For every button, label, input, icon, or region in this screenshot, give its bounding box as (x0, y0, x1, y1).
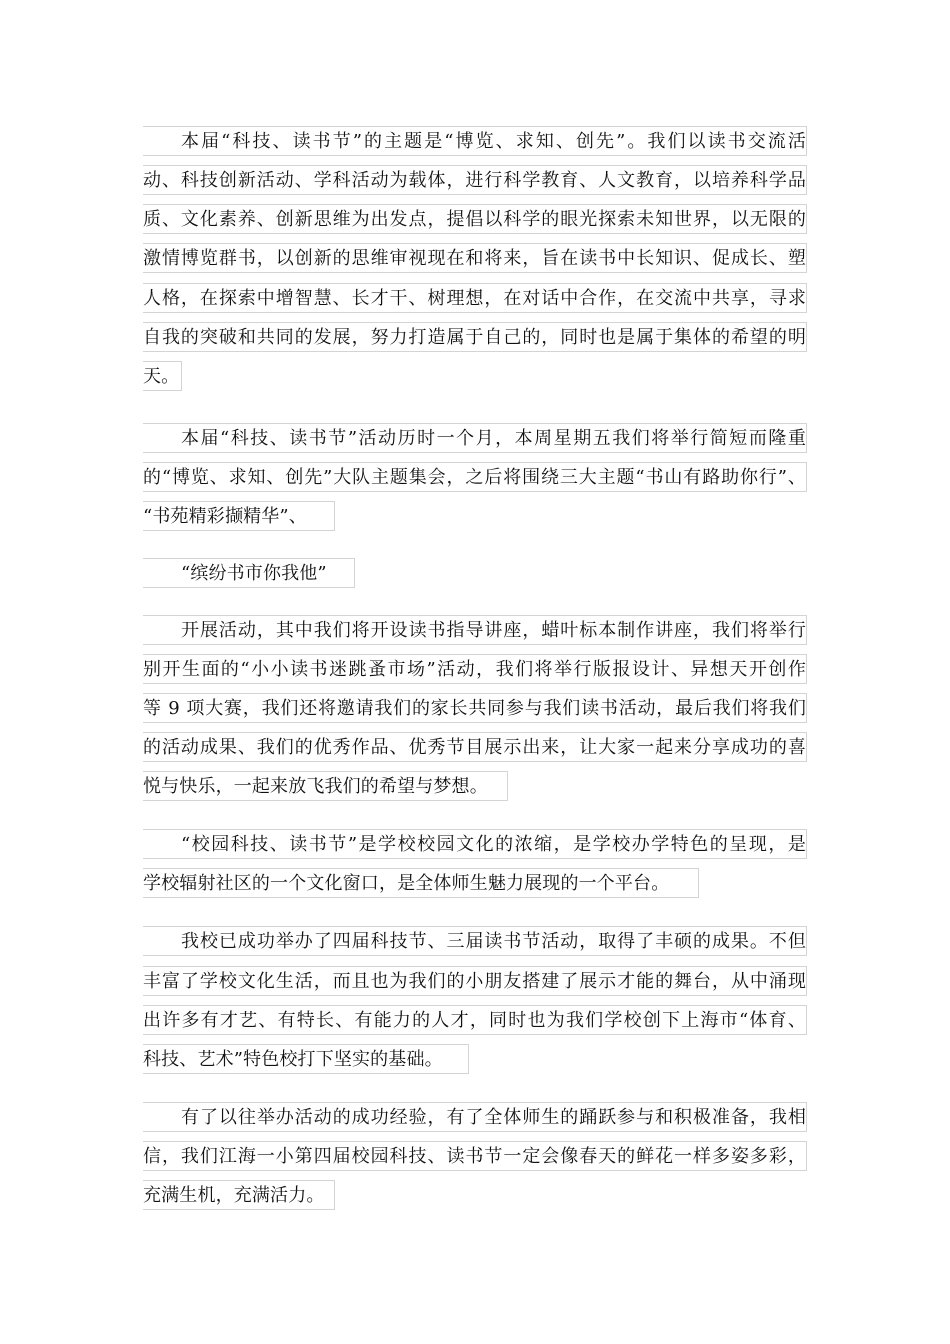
text-line: 信，我们江海一小第四届校园科技、读书节一定会像春天的鲜花一样多姿多彩， (143, 1141, 807, 1171)
text-line: 等 9 项大赛，我们还将邀请我们的家长共同参与我们读书活动，最后我们将我们 (143, 693, 807, 723)
text-line: 天。 (143, 361, 182, 391)
text-line: 我校已成功举办了四届科技节、三届读书节活动，取得了丰硕的成果。不但 (143, 926, 807, 956)
text-line: 动、科技创新活动、学科活动为载体，进行科学教育、人文教育，以培养科学品 (143, 165, 807, 195)
text-line: 质、文化素养、创新思维为出发点，提倡以科学的眼光探索未知世界，以无限的 (143, 204, 807, 234)
text-line: 丰富了学校文化生活，而且也为我们的小朋友搭建了展示才能的舞台，从中涌现 (143, 966, 807, 996)
text-line: “书苑精彩撷精华”、 (143, 501, 335, 531)
text-line: 本届“科技、读书节”的主题是“博览、求知、创先”。我们以读书交流活 (143, 126, 807, 156)
text-line: “校园科技、读书节”是学校校园文化的浓缩，是学校办学特色的呈现，是 (143, 829, 807, 859)
text-line: 激情博览群书，以创新的思维审视现在和将来，旨在读书中长知识、促成长、塑 (143, 243, 807, 273)
text-line: 出许多有才艺、有特长、有能力的人才，同时也为我们学校创下上海市“体育、 (143, 1005, 807, 1035)
text-line: 的“博览、求知、创先”大队主题集会，之后将围绕三大主题“书山有路助你行”、 (143, 462, 807, 492)
text-line: 悦与快乐，一起来放飞我们的希望与梦想。 (143, 771, 508, 801)
text-line: 开展活动，其中我们将开设读书指导讲座，蜡叶标本制作讲座，我们将举行 (143, 615, 807, 645)
text-line: 有了以往举办活动的成功经验，有了全体师生的踊跃参与和积极准备，我相 (143, 1102, 807, 1132)
text-line: 的活动成果、我们的优秀作品、优秀节目展示出来，让大家一起来分享成功的喜 (143, 732, 807, 762)
text-line: 充满生机，充满活力。 (143, 1180, 335, 1210)
text-line: 学校辐射社区的一个文化窗口，是全体师生魅力展现的一个平台。 (143, 868, 699, 898)
text-line: 科技、艺术”特色校打下坚实的基础。 (143, 1044, 469, 1074)
text-line: 本届“科技、读书节”活动历时一个月，本周星期五我们将举行简短而隆重 (143, 423, 807, 453)
text-line: 自我的突破和共同的发展，努力打造属于自己的，同时也是属于集体的希望的明 (143, 322, 807, 352)
text-line: “缤纷书市你我他” (143, 558, 355, 588)
text-line: 别开生面的“小小读书迷跳蚤市场”活动，我们将举行版报设计、异想天开创作 (143, 654, 807, 684)
text-line: 人格，在探索中增智慧、长才干、树理想，在对话中合作，在交流中共享，寻求 (143, 283, 807, 313)
